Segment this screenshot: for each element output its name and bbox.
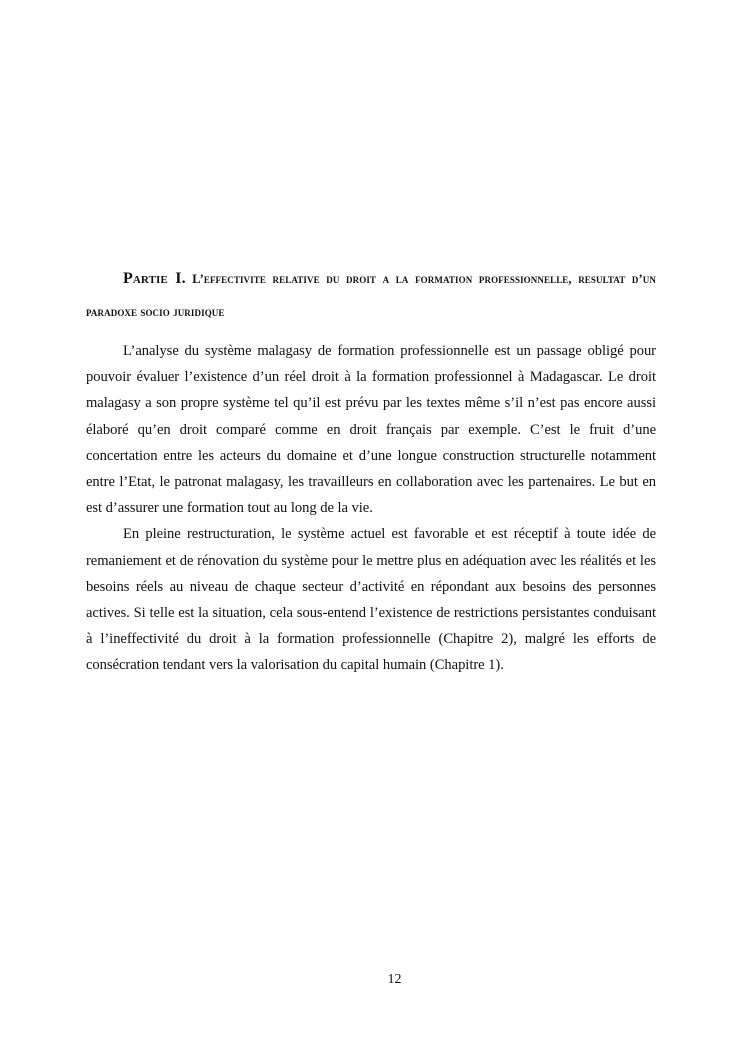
part-label: Partie I. [123, 270, 186, 287]
page-number: 12 [387, 972, 402, 987]
part-title: L’effectivite relative du droit a la formation professionnelle, resultat d’un paradoxe socio juridique [86, 272, 656, 319]
paragraph-2: En pleine restructuration, le système actuel est favorable et est réceptif à toute idée de remaniement et de rénovation du système pour le mettre plus en adéquation avec les réalités et les besoins réels au niveau de chaque secteur d’activité en répondant aux besoins des personnes actives. Si telle est la situation, cela sous-entend l’existence de restrictions persistantes conduisant à l’ineffectivité du droit à la formation professionnelle (Chapitre 2), malgré les efforts de consécration tendant vers la valorisation du capital humain (Chapitre 1). [86, 526, 656, 674]
body-text [86, 338, 656, 679]
paragraph-1: L’analyse du système malagasy de formation professionnelle est un passage obligé pour pouvoir évaluer l’existence d’un réel droit à la formation professionnel à Madagascar. Le droit malagasy a son propre système tel qu’il est prévu par les textes même s’il n’est pas encore aussi élaboré qu’en droit comparé comme en droit français par exemple. C’est le fruit d’une concertation entre les acteurs du domaine et d’une longue construction structurelle notamment entre l’Etat, le patronat malagasy, les travailleurs en collaboration avec les partenaires. Le but en est d’assurer une formation tout au long de la vie. [86, 343, 656, 517]
part-heading [86, 262, 656, 329]
